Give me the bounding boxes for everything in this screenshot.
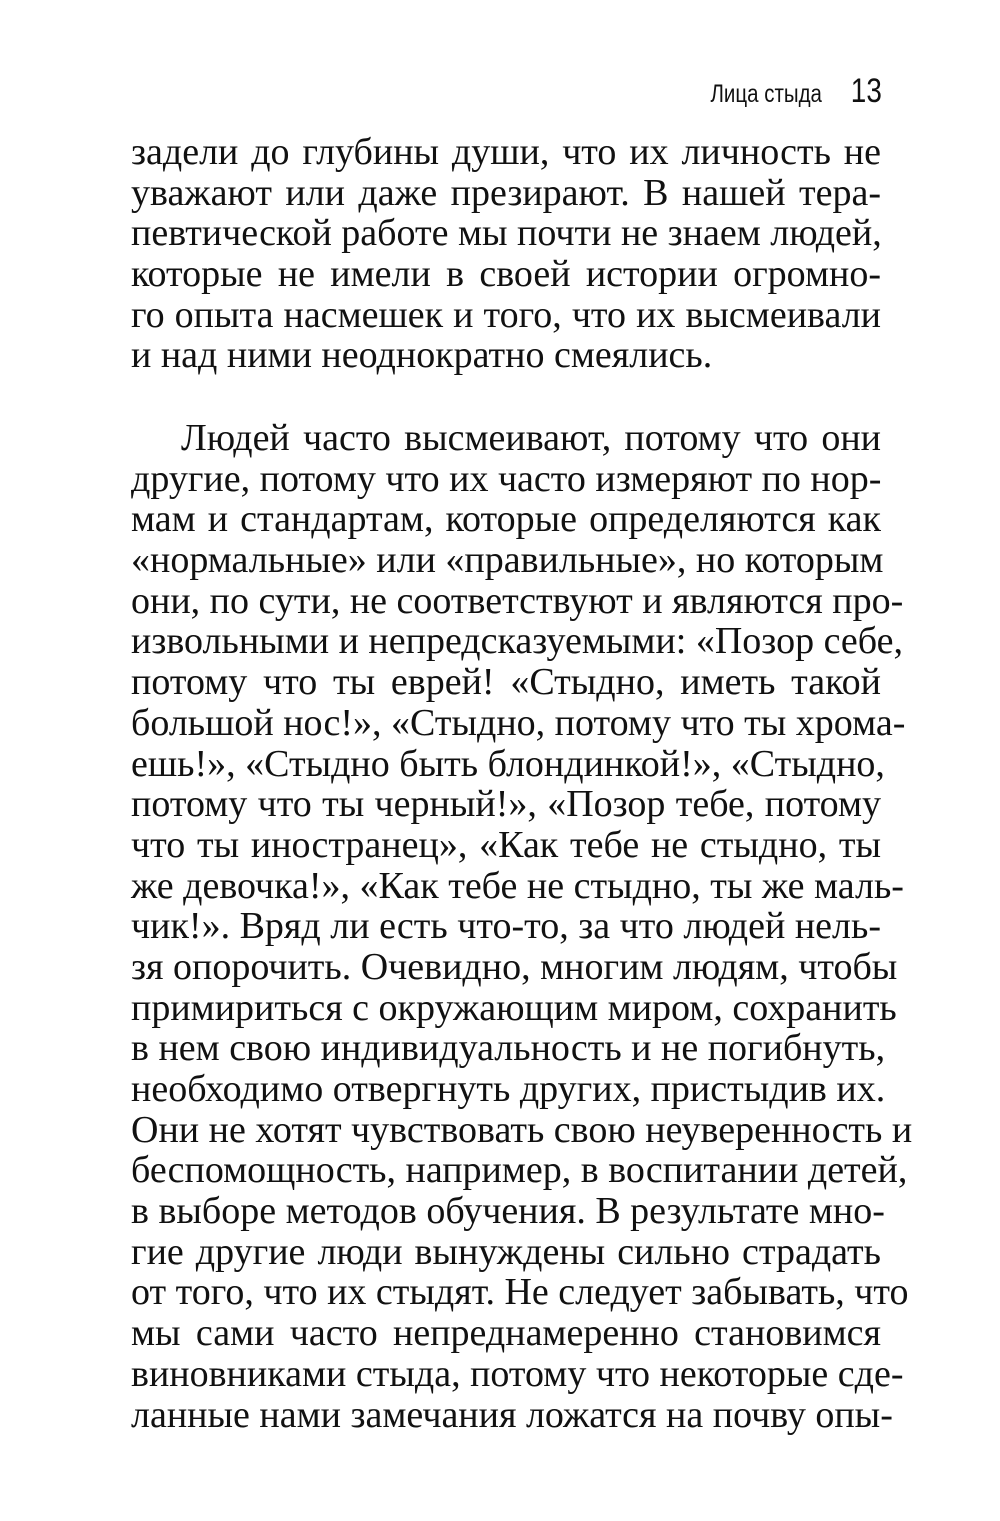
text-line: потому что ты черный!», «Позор тебе, потому — [131, 783, 881, 826]
running-head — [686, 72, 882, 111]
text-line: певтической работе мы почти не знаем людей, — [131, 212, 882, 255]
text-line: Людей часто высмеивают, потому что они — [181, 417, 881, 459]
paragraph-1 — [131, 132, 881, 376]
text-line: «нормальные» или «правильные», но которым — [131, 539, 884, 582]
text-line: чик!». Вряд ли есть что-то, за что людей нель- — [131, 905, 881, 948]
text-line: они, по сути, не соответствуют и являются про- — [131, 579, 904, 622]
text-line: Они не хотят чувствовать свою неуверенность и — [131, 1108, 913, 1151]
text-line: мам и стандартам, которые определяются как — [131, 498, 881, 541]
text-line: ланные нами замечания ложатся на почву опы- — [131, 1393, 893, 1436]
text-line: необходимо отвергнуть других, пристыдив их. — [131, 1068, 886, 1110]
paragraph-2 — [131, 417, 913, 1436]
text-line: от того, что их стыдят. Не следует забывать, что — [131, 1271, 909, 1314]
text-line: в нем свою индивидуальность и не погибнуть, — [131, 1027, 886, 1070]
text-line: беспомощность, например, в воспитании детей, — [131, 1149, 908, 1192]
page-number: 13 — [850, 72, 882, 110]
text-line: ешь!», «Стыдно быть блондинкой!», «Стыдно, — [131, 742, 885, 785]
text-line: потому что ты еврей! «Стыдно, иметь такой — [131, 661, 881, 704]
text-line: и над ними неоднократно смеялись. — [131, 334, 713, 377]
text-line: которые не имели в своей истории огромно- — [131, 253, 881, 296]
text-line: примириться с окружающим миром, сохранить — [131, 986, 897, 1029]
text-line: же девочка!», «Как тебе не стыдно, ты же маль- — [131, 864, 904, 907]
text-line: извольными и непредсказуемыми: «Позор себе, — [131, 620, 903, 663]
running-head-title: Лица стыда — [710, 80, 823, 108]
text-line: что ты иностранец», «Как тебе не стыдно, ты — [131, 823, 881, 866]
text-line: зя опорочить. Очевидно, многим людям, чтобы — [131, 945, 898, 988]
text-line: большой нос!», «Стыдно, потому что ты хрома- — [131, 701, 906, 744]
text-line: уважают или даже презирают. В нашей тера- — [131, 171, 881, 214]
text-line: в выборе методов обучения. В результате мно- — [131, 1190, 885, 1233]
text-line: го опыта насмешек и того, что их высмеивали — [131, 293, 881, 336]
text-line: другие, потому что их часто измеряют по нор- — [131, 457, 882, 500]
text-line: виновниками стыда, потому что некоторые сде- — [131, 1352, 904, 1395]
text-line: задели до глубины души, что их личность не — [131, 131, 881, 173]
text-line: гие другие люди вынуждены сильно страдать — [131, 1230, 881, 1273]
text-line: мы сами часто непреднамеренно становимся — [131, 1312, 881, 1355]
